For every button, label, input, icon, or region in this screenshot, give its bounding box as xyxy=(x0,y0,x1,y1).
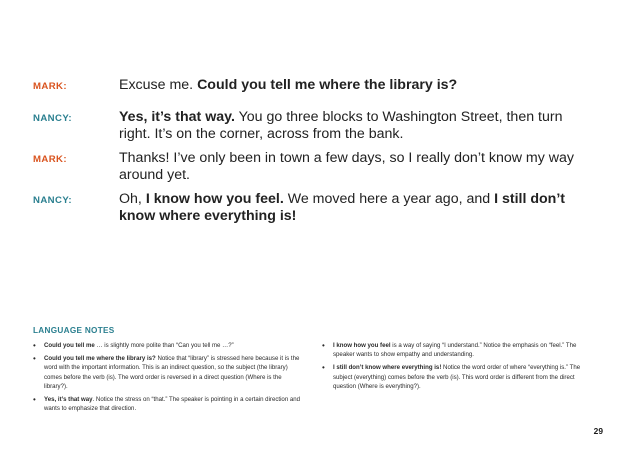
speaker-label: MARK: xyxy=(33,81,67,92)
language-note: • Could you tell me … is slightly more polite than “Can you tell me …?” xyxy=(33,341,234,350)
language-note: • I know how you feel is a way of saying “I understand.” Notice the emphasis on “feel.” The speaker wants to show empathy and understanding. xyxy=(322,341,577,359)
language-notes-left-column xyxy=(33,341,301,417)
speaker-label: NANCY: xyxy=(33,113,72,124)
speaker-label: NANCY: xyxy=(33,195,72,206)
language-notes-right-column xyxy=(322,341,590,395)
page-number: 29 xyxy=(593,426,603,436)
bullet-icon: • xyxy=(33,354,36,364)
language-notes-title: LANGUAGE NOTES xyxy=(33,326,115,335)
bullet-icon: • xyxy=(322,363,325,373)
language-note: • Yes, it’s that way. Notice the stress on “that.” The speaker is pointing in a certain direction and wants to emphasize that direction. xyxy=(33,395,301,413)
speaker-label: MARK: xyxy=(33,154,67,165)
speech-text: Oh, I know how you feel. We moved here a year ago, and I still don’t know where everything is! xyxy=(119,191,566,225)
speech-text: Yes, it’s that way. You go three blocks to Washington Street, then turn right. It’s on the corner, across from the bank. xyxy=(119,109,563,143)
bullet-icon: • xyxy=(33,341,36,350)
speech-text: Excuse me. Could you tell me where the library is? xyxy=(119,77,458,93)
bullet-icon: • xyxy=(33,395,36,405)
speech-text: Thanks! I’ve only been in town a few days, so I really don’t know my way around yet. xyxy=(119,150,575,184)
language-note: • Could you tell me where the library is? Notice that “library” is stressed here because it is the word with the important information. This is an indirect question, so the subject (the library) comes before the verb (is). The word order is reversed in a direct question (Where is the library?). xyxy=(33,354,300,390)
bullet-icon: • xyxy=(322,341,325,350)
language-note: • I still don’t know where everything is! Notice the word order of where “everything is.” The subject (everything) comes before the verb (is). This word order is different from the direct question (Where is everything?). xyxy=(322,363,581,390)
